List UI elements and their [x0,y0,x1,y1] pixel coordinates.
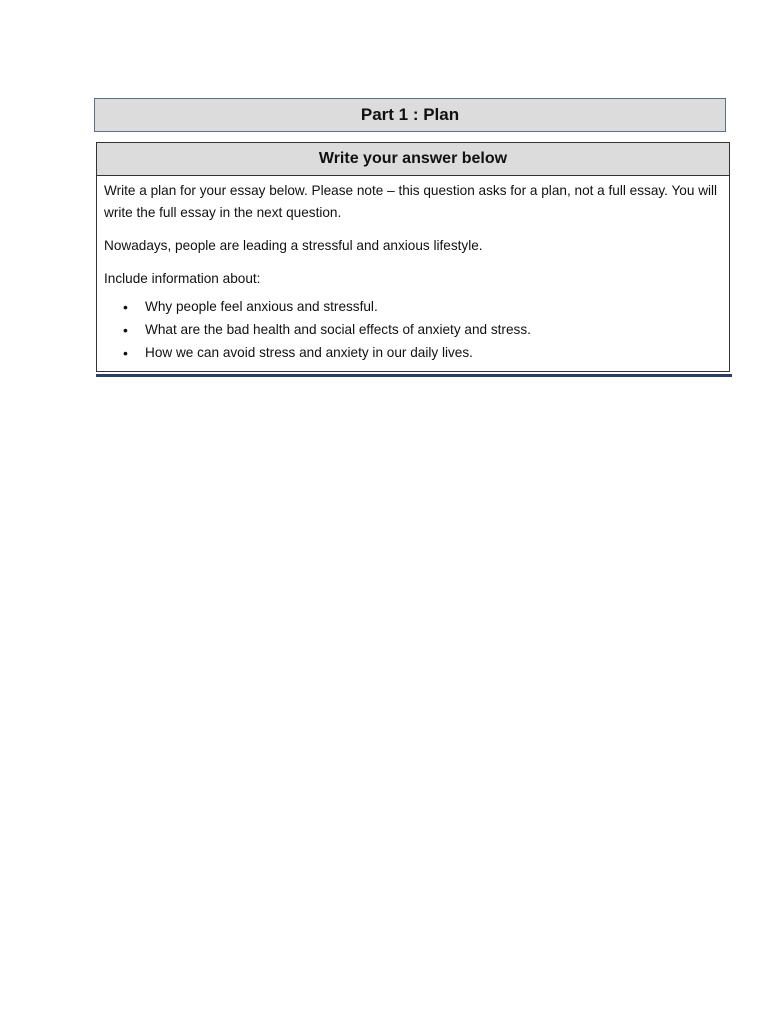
answer-box-title [97,143,729,176]
list-item [123,342,721,364]
include-paragraph: Include information about: [104,271,261,286]
instruction-paragraph: Write a plan for your essay below. Please note – this question asks for a plan, not a full essay. You will write the full essay in the next question. [104,183,718,220]
list-item-text: How we can avoid stress and anxiety in our daily lives. [145,345,473,360]
bullet-icon: • [123,345,128,361]
bottom-divider [96,374,732,377]
bullet-list [104,296,721,364]
part-title-text: Part 1 : Plan [360,105,460,124]
list-item-text: Why people feel anxious and stressful. [145,299,378,314]
answer-box-body [97,176,729,364]
bullet-icon: • [123,299,128,315]
answer-box [96,142,730,372]
answer-box-title-text: Write your answer below [318,150,508,167]
list-item [123,319,721,341]
part-title [94,98,726,132]
prompt-paragraph: Nowadays, people are leading a stressful and anxious lifestyle. [104,238,483,253]
list-item [123,296,721,318]
list-item-text: What are the bad health and social effects of anxiety and stress. [145,322,531,337]
bullet-icon: • [123,322,128,338]
